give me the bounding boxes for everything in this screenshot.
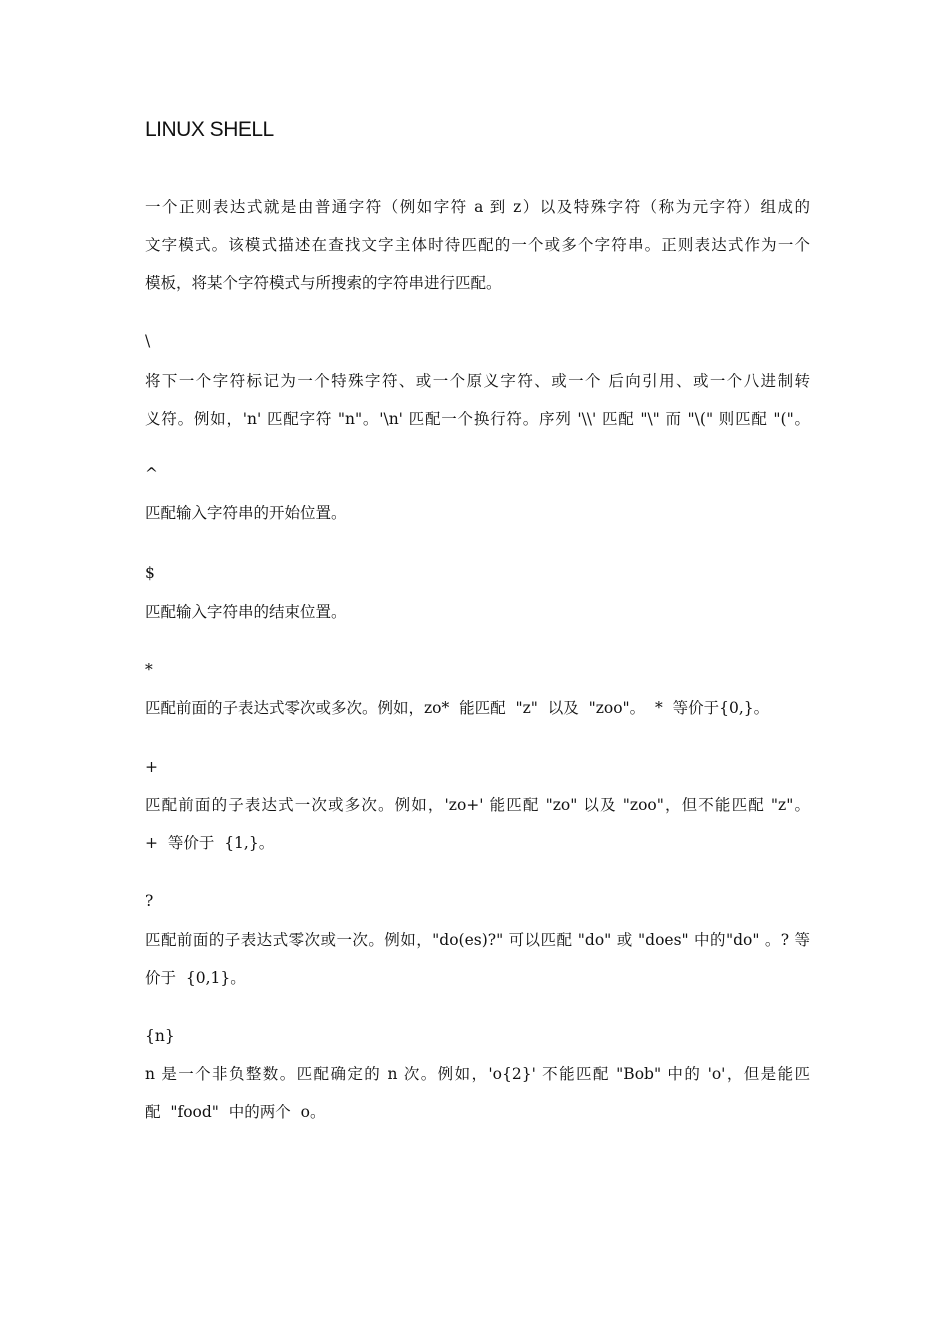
intro-line: 模板，将某个字符模式与所搜索的字符串进行匹配。: [145, 274, 502, 292]
entry-symbol-plus: +: [145, 758, 158, 776]
description-line: 匹配前面的子表达式一次或多次。例如，'zo+' 能匹配 "zo" 以及 "zoo"，但不能匹配 "z"。: [145, 796, 810, 814]
entry-description-question: [145, 921, 810, 997]
entry-symbol-n-times: {n}: [145, 1027, 175, 1045]
intro-line: 文字模式。该模式描述在查找文字主体时待匹配的一个或多个字符串。正则表达式作为一个: [145, 236, 810, 254]
entry-symbol-backslash: \: [145, 332, 151, 350]
entry-description-caret: [145, 494, 810, 532]
entry-symbol-dollar: $: [145, 564, 155, 582]
intro-line: 一个正则表达式就是由普通字符（例如字符 a 到 z）以及特殊字符（称为元字符）组成的: [145, 198, 810, 216]
description-line: 义符。例如，'n' 匹配字符 "n"。'\n' 匹配一个换行符。序列 '\\' 匹配 "\" 而 "\(" 则匹配 "("。: [145, 410, 810, 428]
description-line: 配 "food" 中的两个 o。: [145, 1103, 326, 1121]
document-title: LINUX SHELL: [145, 118, 274, 141]
description-line: 匹配前面的子表达式零次或一次。例如，"do(es)?" 可以匹配 "do" 或 "does" 中的"do" 。? 等: [145, 931, 810, 949]
entry-description-asterisk: [145, 689, 810, 727]
entry-symbol-question: ?: [145, 892, 154, 910]
intro-paragraph: [145, 188, 810, 302]
description-line: 匹配前面的子表达式零次或多次。例如，zo* 能匹配 "z" 以及 "zoo"。 * 等价于{0,}。: [145, 699, 770, 717]
description-line: 匹配输入字符串的结束位置。: [145, 603, 347, 621]
entry-description-backslash: [145, 362, 810, 438]
entry-description-n-times: [145, 1055, 810, 1131]
entry-symbol-caret: ^: [145, 465, 158, 483]
description-line: n 是一个非负整数。匹配确定的 n 次。例如，'o{2}' 不能匹配 "Bob" 中的 'o'，但是能匹: [145, 1065, 810, 1083]
description-line: 匹配输入字符串的开始位置。: [145, 504, 347, 522]
description-line: 将下一个字符标记为一个特殊字符、或一个原义字符、或一个 后向引用、或一个八进制转: [145, 372, 810, 390]
entry-description-plus: [145, 786, 810, 862]
description-line: 价于 {0,1}。: [145, 969, 246, 987]
entry-symbol-asterisk: *: [145, 661, 153, 679]
description-line: + 等价于 {1,}。: [145, 834, 275, 852]
entry-description-dollar: [145, 593, 810, 631]
